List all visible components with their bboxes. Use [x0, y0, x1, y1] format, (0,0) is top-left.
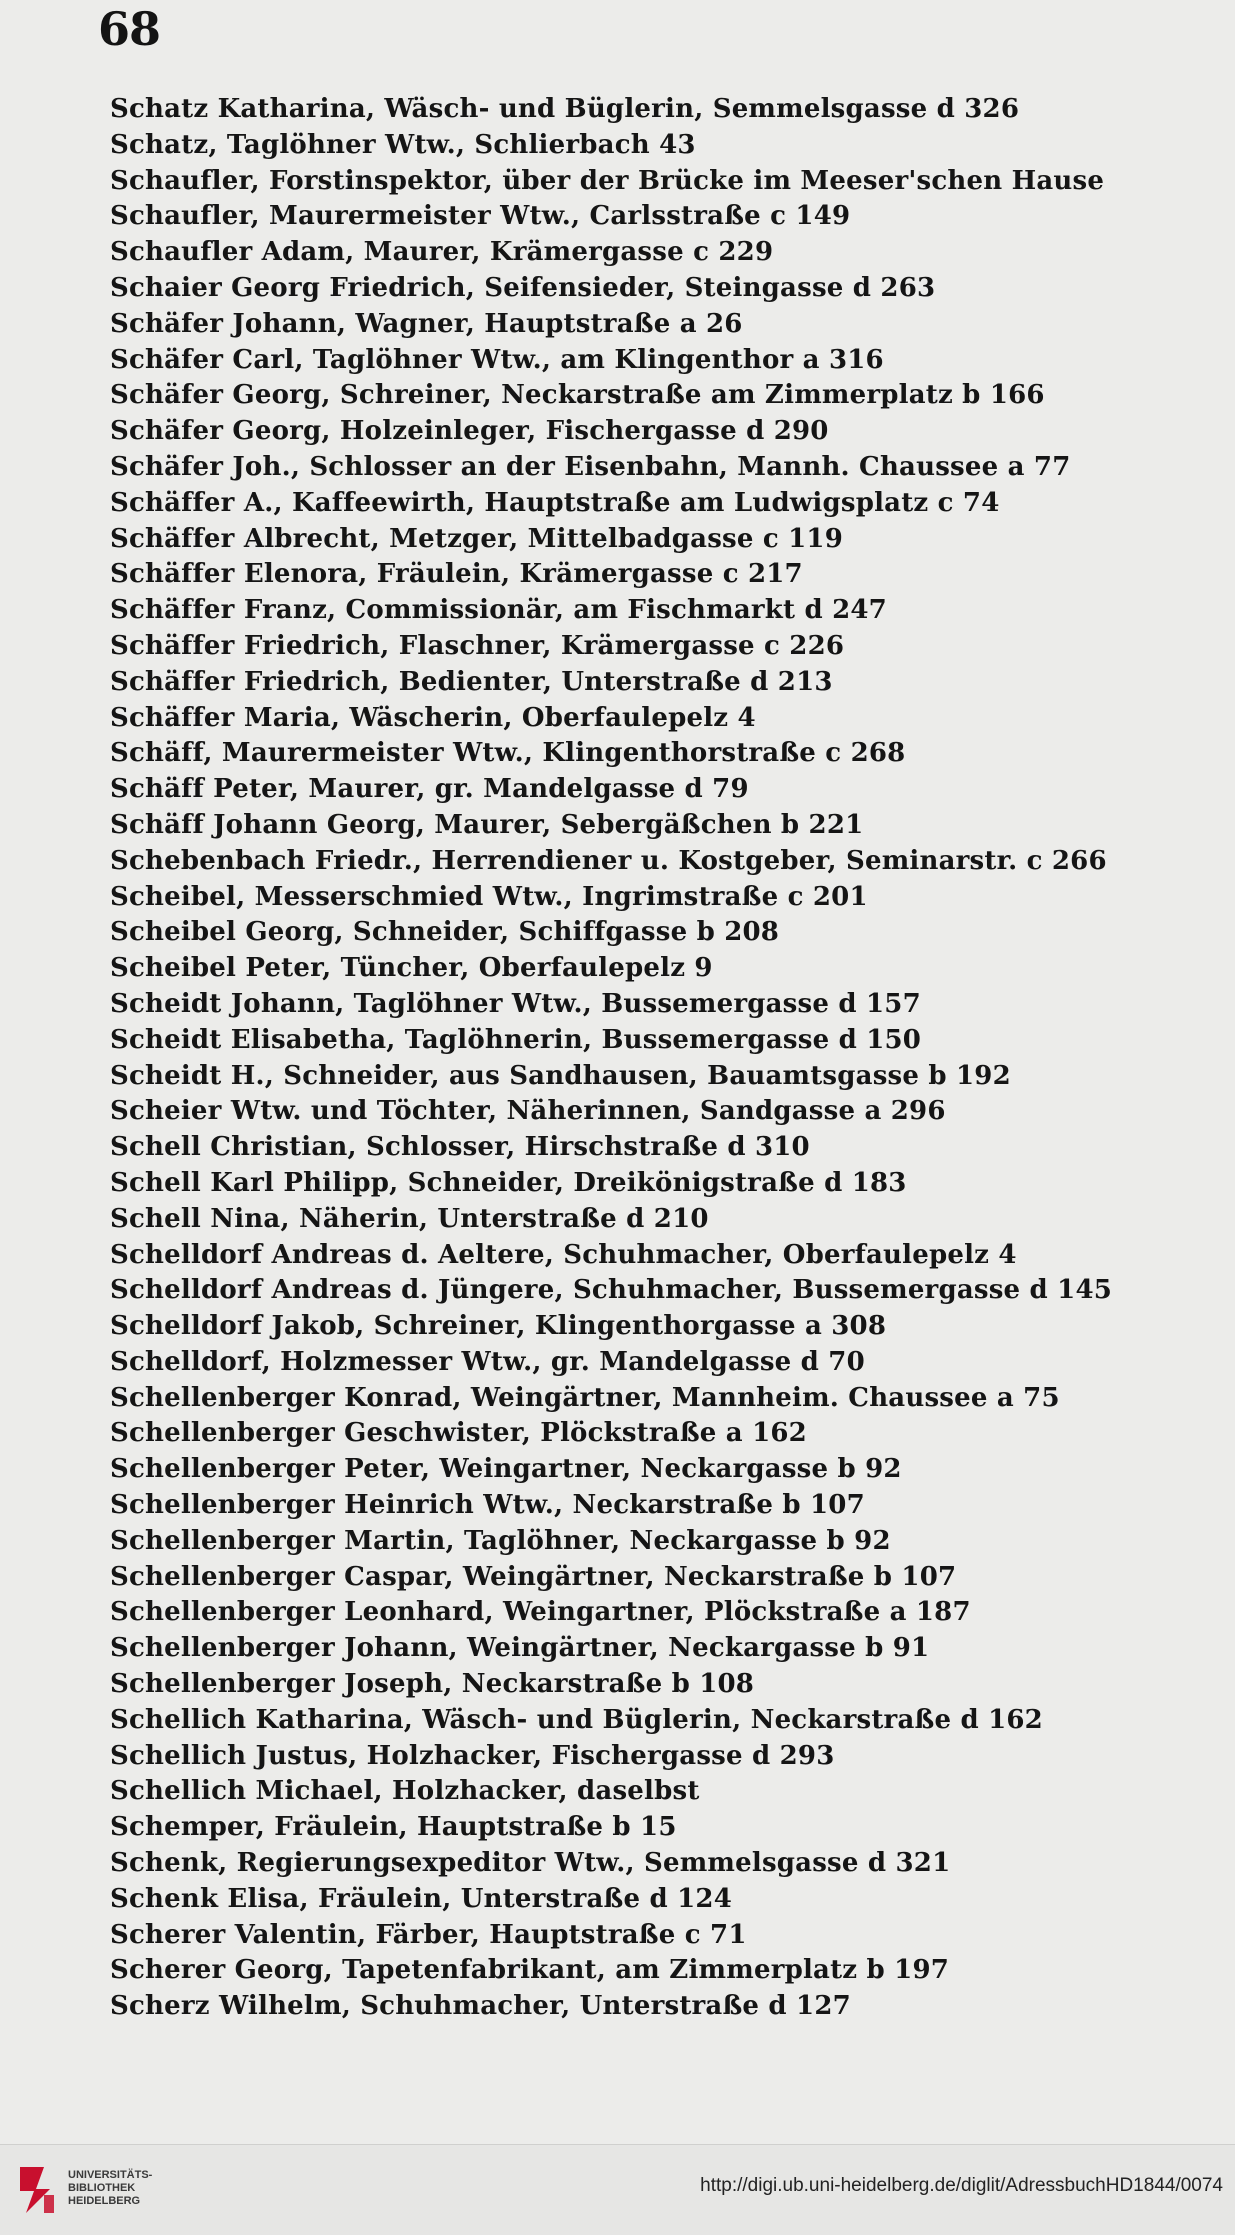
- directory-entry: Scheibel Georg, Schneider, Schiffgasse b 208: [110, 917, 780, 948]
- directory-entry: Schenk Elisa, Fräulein, Unterstraße d 124: [110, 1883, 733, 1914]
- directory-entry: Schäffer Maria, Wäscherin, Oberfaulepelz 4: [110, 702, 756, 733]
- directory-entry: Schellich Michael, Holzhacker, daselbst: [110, 1776, 700, 1807]
- directory-entry-list: [110, 92, 1220, 2025]
- directory-entry: Schaufler Adam, Maurer, Krämergasse c 229: [110, 237, 774, 268]
- directory-entry: Schelldorf, Holzmesser Wtw., gr. Mandelgasse d 70: [110, 1346, 865, 1377]
- directory-entry: Scheier Wtw. und Töchter, Näherinnen, Sandgasse a 296: [110, 1096, 946, 1127]
- directory-entry: Scheidt Elisabetha, Taglöhnerin, Bussemergasse d 150: [110, 1024, 922, 1055]
- directory-entry: Scheidt H., Schneider, aus Sandhausen, Bauamtsgasse b 192: [110, 1060, 1011, 1091]
- directory-entry: Schäfer Joh., Schlosser an der Eisenbahn, Mannh. Chaussee a 77: [110, 451, 1071, 482]
- directory-entry: Schaufler, Forstinspektor, über der Brücke im Meeser'schen Hause: [110, 165, 1105, 196]
- page-number: 68: [98, 2, 161, 56]
- directory-entry: Schebenbach Friedr., Herrendiener u. Kostgeber, Seminarstr. c 266: [110, 845, 1107, 876]
- directory-entry: Schelldorf Jakob, Schreiner, Klingenthorgasse a 308: [110, 1311, 887, 1342]
- library-name-line-3: HEIDELBERG: [68, 2195, 141, 2207]
- directory-entry: Scherer Georg, Tapetenfabrikant, am Zimmerplatz b 197: [110, 1955, 950, 1986]
- directory-entry: Schellenberger Joseph, Neckarstraße b 108: [110, 1669, 755, 1700]
- directory-entry: Schatz, Taglöhner Wtw., Schlierbach 43: [110, 129, 696, 160]
- directory-entry: Schellenberger Peter, Weingartner, Neckargasse b 92: [110, 1454, 902, 1485]
- directory-entry: Schellenberger Johann, Weingärtner, Neckargasse b 91: [110, 1633, 930, 1664]
- directory-entry: Schelldorf Andreas d. Jüngere, Schuhmacher, Bussemergasse d 145: [110, 1275, 1113, 1306]
- directory-entry: Scheibel Peter, Tüncher, Oberfaulepelz 9: [110, 953, 713, 984]
- directory-entry: Schaier Georg Friedrich, Seifensieder, Steingasse d 263: [110, 272, 936, 303]
- directory-entry: Schäff Peter, Maurer, gr. Mandelgasse d 79: [110, 774, 749, 805]
- directory-entry: Scheibel, Messerschmied Wtw., Ingrimstraße c 201: [110, 881, 868, 912]
- directory-entry: Schellenberger Konrad, Weingärtner, Mannheim. Chaussee a 75: [110, 1382, 1060, 1413]
- directory-entry: Schell Karl Philipp, Schneider, Dreikönigstraße d 183: [110, 1167, 907, 1198]
- directory-entry: Schäffer Elenora, Fräulein, Krämergasse c 217: [110, 559, 803, 590]
- directory-entry: Schäff, Maurermeister Wtw., Klingenthorstraße c 268: [110, 738, 906, 769]
- directory-entry: Schellenberger Caspar, Weingärtner, Neckarstraße b 107: [110, 1561, 957, 1592]
- library-name: [68, 2169, 152, 2208]
- directory-entry: Scherer Valentin, Färber, Hauptstraße c 71: [110, 1919, 747, 1950]
- library-name-line-1: UNIVERSITÄTS-: [68, 2169, 153, 2181]
- directory-entry: Schäffer Franz, Commissionär, am Fischmarkt d 247: [110, 595, 887, 626]
- library-name-line-2: BIBLIOTHEK: [68, 2182, 136, 2194]
- directory-entry: Schemper, Fräulein, Hauptstraße b 15: [110, 1812, 677, 1843]
- directory-entry: Schäfer Johann, Wagner, Hauptstraße a 26: [110, 308, 743, 339]
- directory-entry: Schaufler, Maurermeister Wtw., Carlsstraße c 149: [110, 201, 851, 232]
- directory-entry: Scheidt Johann, Taglöhner Wtw., Bussemergasse d 157: [110, 988, 921, 1019]
- directory-entry: Schäff Johann Georg, Maurer, Sebergäßchen b 221: [110, 809, 864, 840]
- directory-entry: Schäffer Albrecht, Metzger, Mittelbadgasse c 119: [110, 523, 844, 554]
- directory-entry: Schenk, Regierungsexpeditor Wtw., Semmelsgasse d 321: [110, 1848, 951, 1879]
- directory-entry: Schell Christian, Schlosser, Hirschstraße d 310: [110, 1132, 810, 1163]
- directory-entry: Schäffer Friedrich, Bedienter, Unterstraße d 213: [110, 666, 833, 697]
- directory-entry: Schellenberger Martin, Taglöhner, Neckargasse b 92: [110, 1525, 891, 1556]
- directory-entry: Schäffer Friedrich, Flaschner, Krämergasse c 226: [110, 630, 845, 661]
- directory-entry: Schäfer Georg, Holzeinleger, Fischergasse d 290: [110, 416, 829, 447]
- university-library-logo-icon: [14, 2159, 60, 2219]
- directory-entry: Schellenberger Heinrich Wtw., Neckarstraße b 107: [110, 1490, 865, 1521]
- directory-entry: Schelldorf Andreas d. Aeltere, Schuhmacher, Oberfaulepelz 4: [110, 1239, 1017, 1270]
- directory-entry: Schellich Katharina, Wäsch- und Büglerin, Neckarstraße d 162: [110, 1704, 1043, 1735]
- directory-entry: Schellenberger Geschwister, Plöckstraße a 162: [110, 1418, 807, 1449]
- directory-entry: Schäfer Georg, Schreiner, Neckarstraße am Zimmerplatz b 166: [110, 380, 1045, 411]
- permalink-url[interactable]: http://digi.ub.uni-heidelberg.de/diglit/AdressbuchHD1844/0074: [700, 2175, 1223, 2196]
- directory-entry: Schell Nina, Näherin, Unterstraße d 210: [110, 1203, 709, 1234]
- directory-entry: Schäffer A., Kaffeewirth, Hauptstraße am Ludwigsplatz c 74: [110, 487, 1000, 518]
- viewer-footer: [0, 2144, 1235, 2235]
- directory-entry: Schatz Katharina, Wäsch- und Büglerin, Semmelsgasse d 326: [110, 94, 1020, 124]
- directory-entry: Schellich Justus, Holzhacker, Fischergasse d 293: [110, 1740, 835, 1771]
- directory-entry: Scherz Wilhelm, Schuhmacher, Unterstraße d 127: [110, 1991, 851, 2022]
- directory-entry: Schäfer Carl, Taglöhner Wtw., am Klingenthor a 316: [110, 344, 884, 375]
- directory-entry: Schellenberger Leonhard, Weingartner, Plöckstraße a 187: [110, 1597, 971, 1628]
